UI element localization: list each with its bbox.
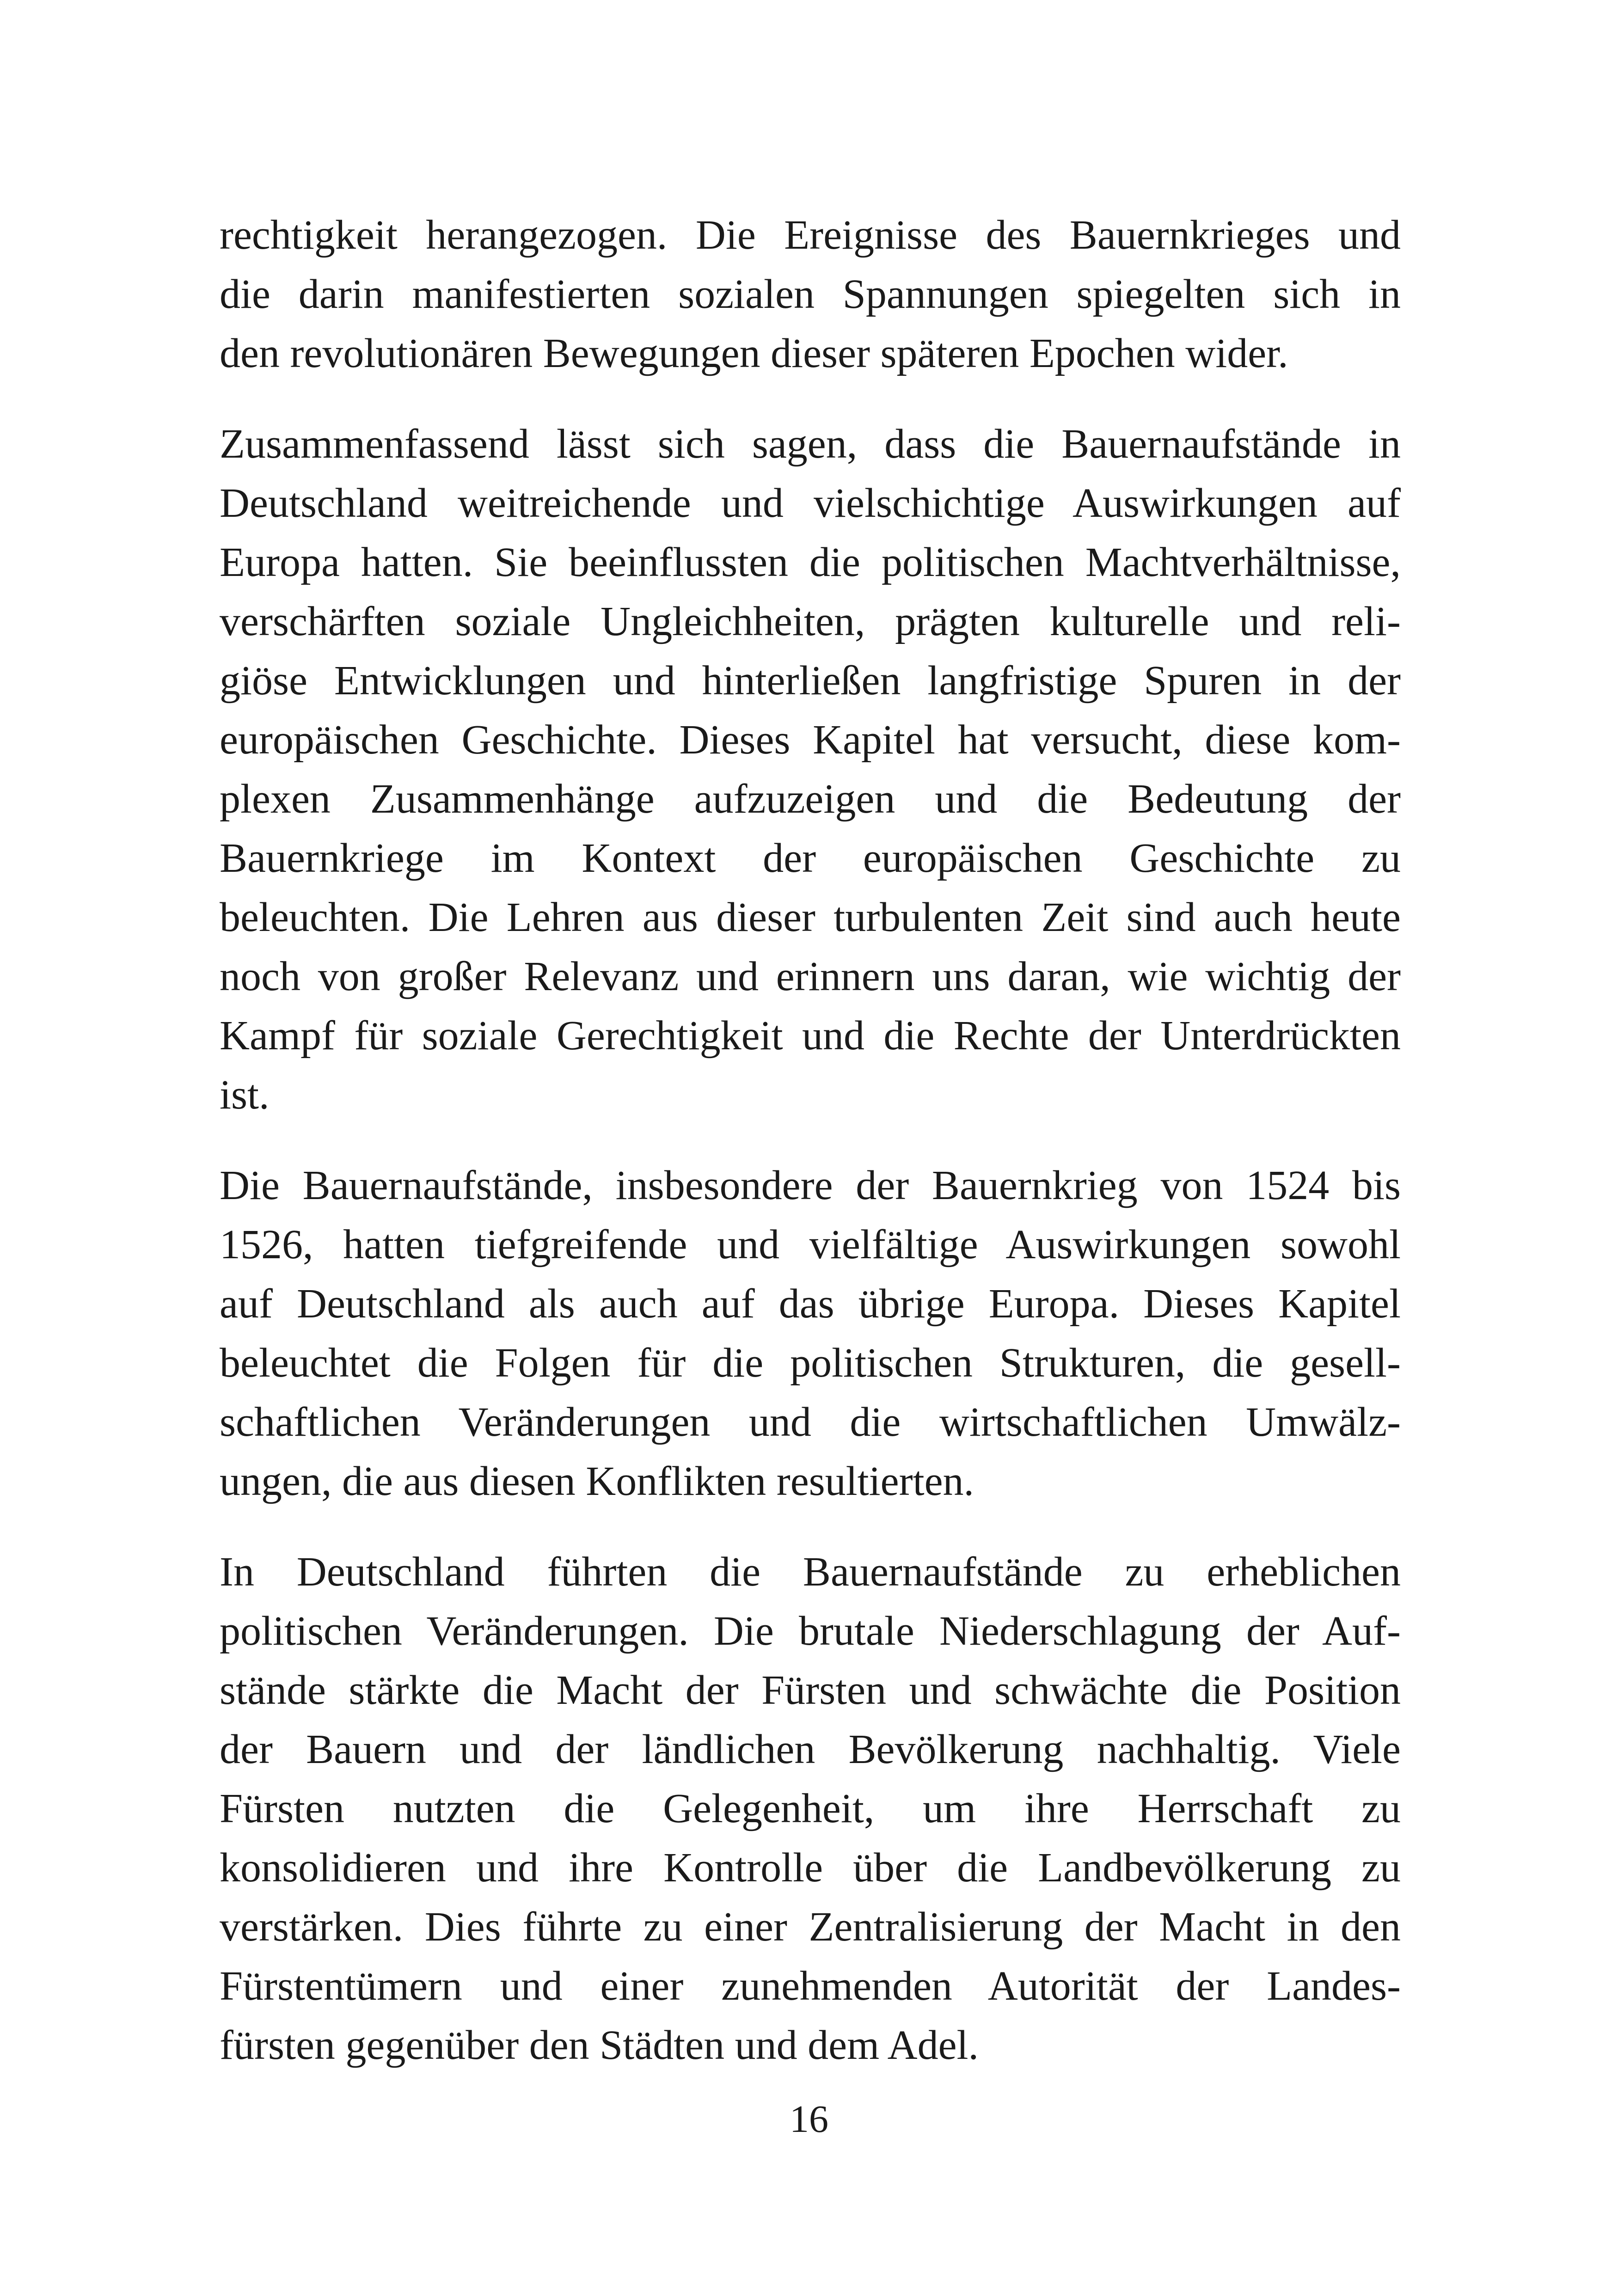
text-line: auf Deutschland als auch auf das übrige Europa. Dieses Kapitel [220,1281,1401,1327]
text-line: ist. [220,1072,270,1118]
text-line: Fürstentümern und einer zunehmenden Autorität der Landes- [220,1963,1401,2009]
text-line: schaftlichen Veränderungen und die wirtschaftlichen Umwälz- [220,1399,1401,1445]
paragraph [220,206,1401,383]
text-line: der Bauern und der ländlichen Bevölkerung nachhaltig. Viele [220,1727,1401,1772]
paragraph [220,1543,1401,2075]
text-line: verstärken. Dies führte zu einer Zentralisierung der Macht in den [220,1904,1401,1950]
text-line: Kampf für soziale Gerechtigkeit und die Rechte der Unterdrückten [220,1013,1401,1059]
text-line: Die Bauernaufstände, insbesondere der Bauernkrieg von 1524 bis [220,1163,1401,1208]
text-line: beleuchten. Die Lehren aus dieser turbulenten Zeit sind auch heute [220,894,1401,940]
text-line: konsolidieren und ihre Kontrolle über die Landbevölkerung zu [220,1845,1401,1891]
text-line: beleuchtet die Folgen für die politischen Strukturen, die gesell- [220,1340,1401,1386]
text-line: Deutschland weitreichende und vielschichtige Auswirkungen auf [220,480,1401,526]
text-line: verschärften soziale Ungleichheiten, prägten kulturelle und reli- [220,599,1401,644]
text-line: Zusammenfassend lässt sich sagen, dass die Bauernaufstände in [220,421,1401,467]
page-number: 16 [790,2098,828,2141]
text-line: fürsten gegenüber den Städten und dem Adel. [220,2022,979,2068]
text-line: ungen, die aus diesen Konflikten resultierten. [220,1458,974,1504]
text-line: europäischen Geschichte. Dieses Kapitel hat versucht, diese kom- [220,717,1401,763]
text-line: noch von großer Relevanz und erinnern uns daran, wie wichtig der [220,954,1401,999]
text-line: den revolutionären Bewegungen dieser späteren Epochen wider. [220,331,1288,376]
text-line: rechtigkeit herangezogen. Die Ereignisse des Bauernkrieges und [220,212,1401,258]
text-line: plexen Zusammenhänge aufzuzeigen und die Bedeutung der [220,776,1401,822]
body-text [220,206,1401,2106]
text-line: Bauernkriege im Kontext der europäischen Geschichte zu [220,835,1401,881]
text-line: Fürsten nutzten die Gelegenheit, um ihre Herrschaft zu [220,1786,1401,1831]
text-line: In Deutschland führten die Bauernaufstände zu erheblichen [220,1549,1401,1595]
text-line: stände stärkte die Macht der Fürsten und schwächte die Position [220,1667,1401,1713]
text-line: politischen Veränderungen. Die brutale Niederschlagung der Auf- [220,1608,1401,1654]
text-line: 1526, hatten tiefgreifende und vielfältige Auswirkungen sowohl [220,1222,1401,1267]
paragraph [220,1156,1401,1511]
paragraph [220,415,1401,1125]
text-line: die darin manifestierten sozialen Spannungen spiegelten sich in [220,271,1401,317]
text-line: Europa hatten. Sie beeinflussten die politischen Machtverhältnisse, [220,539,1401,585]
text-line: giöse Entwicklungen und hinterließen langfristige Spuren in der [220,658,1401,704]
